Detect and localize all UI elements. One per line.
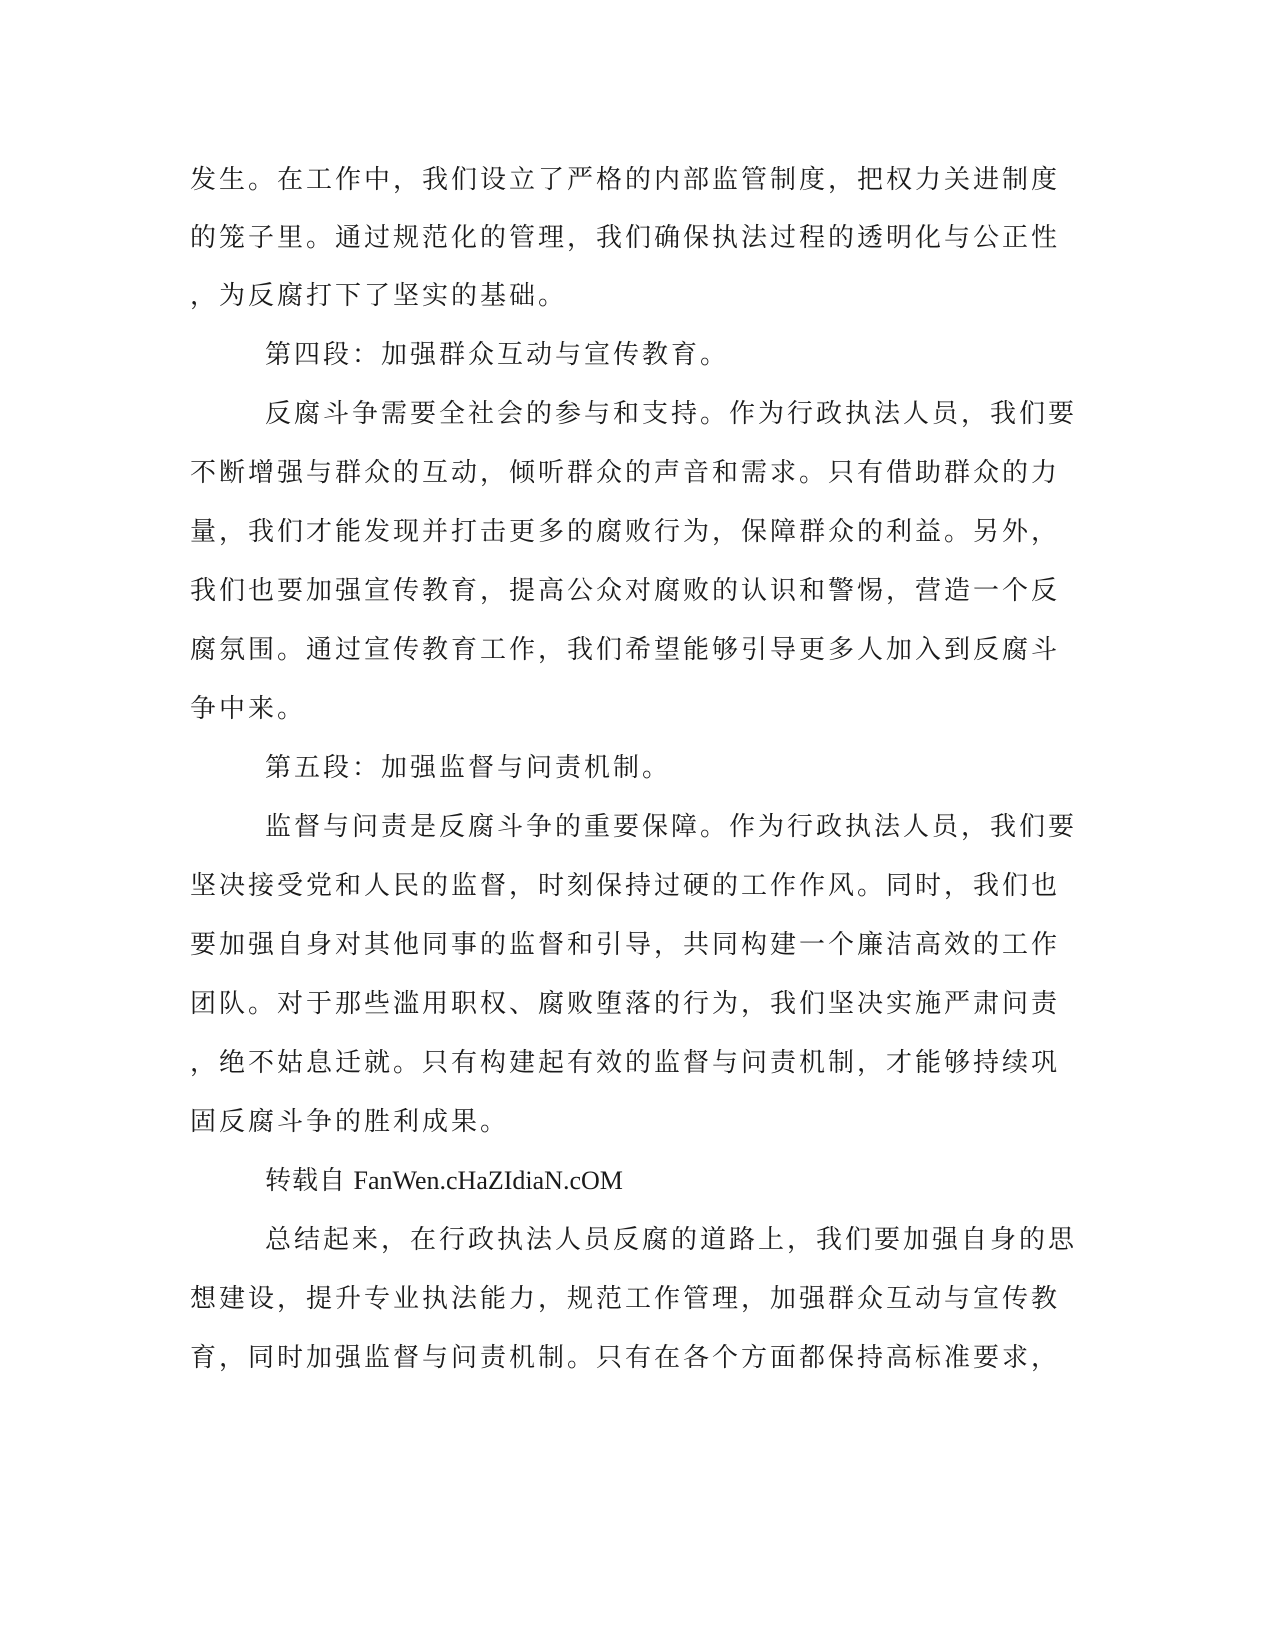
paragraph-line: 想建设，提升专业执法能力，规范工作管理，加强群众互动与宣传教 [190,1284,1061,1314]
source-site: FanWen.cHaZIdiaN.cOM [353,1166,623,1195]
paragraph-line: 团队。对于那些滥用职权、腐败堕落的行为，我们坚决实施严肃问责 [190,989,1061,1019]
paragraph-line: 我们也要加强宣传教育，提高公众对腐败的认识和警惕，营造一个反 [190,576,1061,606]
paragraph-line: 的笼子里。通过规范化的管理，我们确保执法过程的透明化与公正性 [190,223,1061,253]
paragraph-line: 要加强自身对其他同事的监督和引导，共同构建一个廉洁高效的工作 [190,930,1061,960]
paragraph-line: 育，同时加强监督与问责机制。只有在各个方面都保持高标准要求， [190,1343,1061,1373]
section-heading-5: 第五段：加强监督与问责机制。 [265,753,672,783]
paragraph-line: 不断增强与群众的互动，倾听群众的声音和需求。只有借助群众的力 [190,458,1061,488]
paragraph-line: ，绝不姑息迁就。只有构建起有效的监督与问责机制，才能够持续巩 [190,1048,1061,1078]
source-label: 转载自 [265,1166,347,1195]
paragraph-line: 反腐斗争需要全社会的参与和支持。作为行政执法人员，我们要 [265,399,1078,429]
paragraph-line: 监督与问责是反腐斗争的重要保障。作为行政执法人员，我们要 [265,812,1078,842]
paragraph-line: 坚决接受党和人民的监督，时刻保持过硬的工作作风。同时，我们也 [190,871,1061,901]
paragraph-line: ，为反腐打下了坚实的基础。 [190,281,568,311]
paragraph-line: 固反腐斗争的胜利成果。 [190,1107,510,1137]
source-attribution [265,1161,623,1201]
paragraph-line: 争中来。 [190,694,307,724]
paragraph-line: 发生。在工作中，我们设立了严格的内部监管制度，把权力关进制度 [190,165,1061,195]
section-heading-4: 第四段：加强群众互动与宣传教育。 [265,340,730,370]
paragraph-line: 量，我们才能发现并打击更多的腐败行为，保障群众的利益。另外， [190,517,1061,547]
paragraph-line: 腐氛围。通过宣传教育工作，我们希望能够引导更多人加入到反腐斗 [190,635,1061,665]
paragraph-line: 总结起来，在行政执法人员反腐的道路上，我们要加强自身的思 [265,1225,1078,1255]
